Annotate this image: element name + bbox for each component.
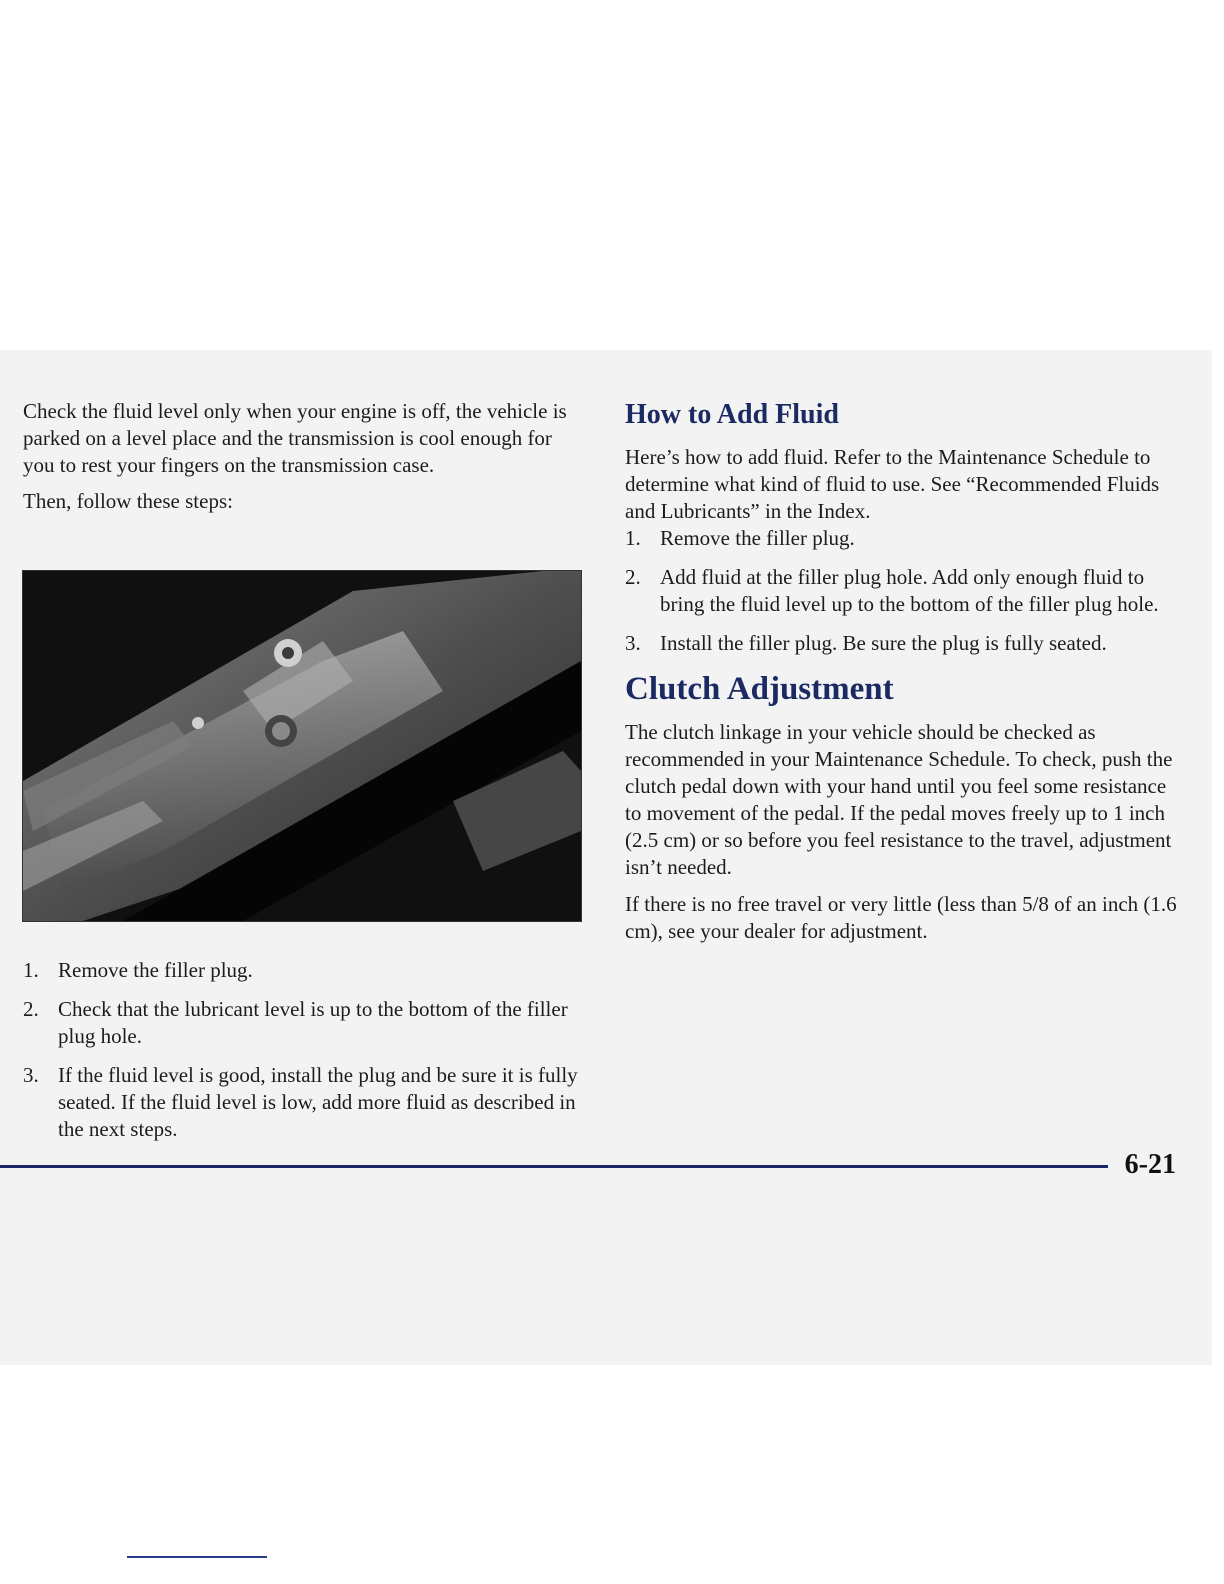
step-number: 3. [23,1063,39,1087]
step-number: 1. [23,958,39,982]
step-text: If the fluid level is good, install the plug and be sure it is fully seated. If the fluid level is low, add more fluid as described in the next steps. [58,1063,578,1141]
list-item [625,525,1185,552]
step-number: 2. [23,997,39,1021]
step-text: Remove the filler plug. [58,958,253,982]
step-text: Install the filler plug. Be sure the plug is fully seated. [660,631,1107,655]
clutch-paragraph-1: The clutch linkage in your vehicle should be checked as recommended in your Maintenance Schedule. To check, push the clutch pedal down with your hand until you feel some resistance to movement of the pedal. If the pedal moves freely up to 1 inch (2.5 cm) or so before you feel resistance to the travel, adjustment isn’t needed. [625,720,1173,879]
transmission-photo [22,570,582,922]
left-column [23,398,583,515]
bottom-divider [127,1556,267,1558]
right-column [625,398,1185,945]
add-fluid-heading: How to Add Fluid [625,399,839,430]
step-number: 1. [625,526,641,550]
manual-page [0,350,1212,1365]
step-number: 3. [625,631,641,655]
clutch-heading: Clutch Adjustment [625,671,894,707]
then-paragraph: Then, follow these steps: [23,489,233,513]
left-steps [23,957,583,1155]
step-text: Check that the lubricant level is up to the bottom of the filler plug hole. [58,997,568,1048]
list-item [23,996,583,1050]
footer-rule [0,1165,1108,1168]
clutch-paragraph-2: If there is no free travel or very little (less than 5/8 of an inch (1.6 cm), see your dealer for adjustment. [625,892,1177,943]
step-text: Add fluid at the filler plug hole. Add only enough fluid to bring the fluid level up to the bottom of the filler plug hole. [660,565,1159,616]
list-item [625,564,1185,618]
list-item [625,630,1185,657]
list-item [23,957,583,984]
step-text: Remove the filler plug. [660,526,855,550]
intro-paragraph: Check the fluid level only when your engine is off, the vehicle is parked on a level place and the transmission is cool enough for you to rest your fingers on the transmission case. [23,399,567,477]
transmission-photo-illustration [23,571,581,921]
step-number: 2. [625,565,641,589]
page-number: 6-21 [1124,1149,1176,1180]
list-item [23,1062,583,1143]
add-fluid-intro: Here’s how to add fluid. Refer to the Maintenance Schedule to determine what kind of fluid to use. See “Recommended Fluids and Lubricants” in the Index. [625,445,1160,523]
